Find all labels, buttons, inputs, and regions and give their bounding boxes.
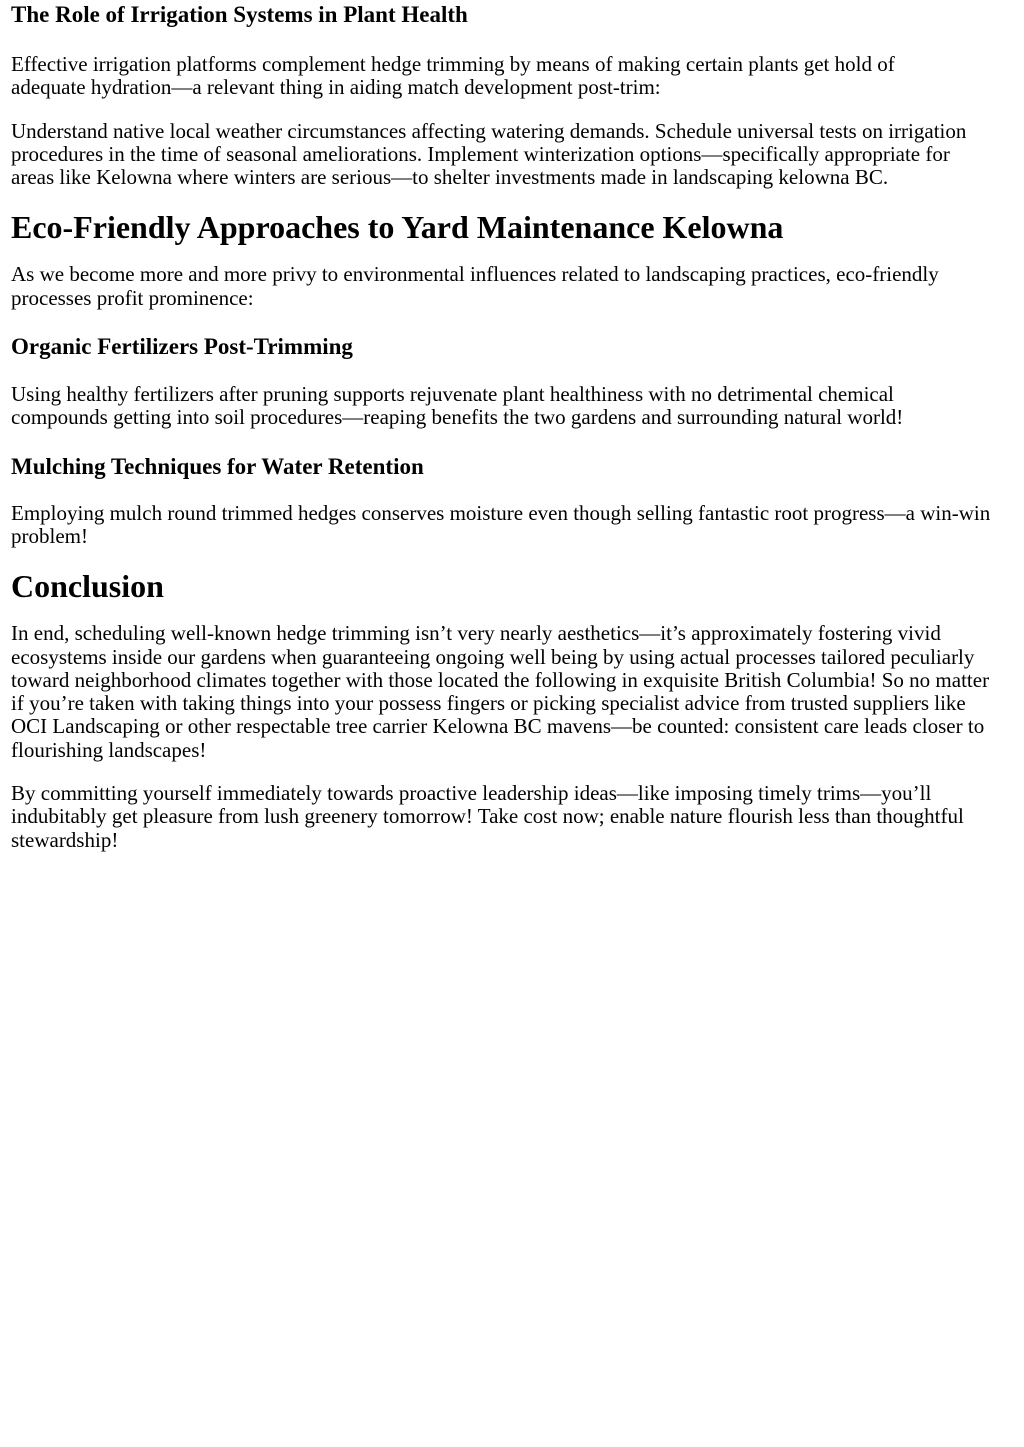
heading-irrigation: The Role of Irrigation Systems in Plant Health (11, 2, 468, 27)
paragraph-irrigation-1: Effective irrigation platforms complement hedge trimming by means of making certain plants get hold of adequate hydration—a relevant thing in aiding match development post-trim: (11, 52, 895, 100)
heading-eco: Eco-Friendly Approaches to Yard Maintenance Kelowna (11, 209, 784, 246)
paragraph-mulching-1: Employing mulch round trimmed hedges conserves moisture even though selling fantastic root progress—a win-win problem! (11, 500, 991, 548)
heading-mulching: Mulching Techniques for Water Retention (11, 453, 424, 479)
heading-conclusion: Conclusion (11, 568, 164, 605)
paragraph-conclusion-1: In end, scheduling well-known hedge trimming isn’t very nearly aesthetics—it’s approximately fostering vivid ecosystems inside our gardens when guaranteeing ongoing well being by using actual processes tailored peculiarly toward neighborhood climates together with those located the following in exquisite British Columbia! So no matter if you’re taken with taking things into your possess fingers or picking specialist advice from trusted suppliers like OCI Landscaping or other respectable tree carrier Kelowna BC mavens—be counted: consistent care leads closer to flourishing landscapes! (11, 621, 990, 762)
heading-organic: Organic Fertilizers Post-Trimming (11, 334, 353, 360)
paragraph-organic-1: Using healthy fertilizers after pruning supports rejuvenate plant healthiness with no detrimental chemical compounds getting into soil procedures—reaping benefits the two gardens and surrounding natural world! (11, 382, 904, 430)
paragraph-irrigation-2: Understand native local weather circumstances affecting watering demands. Schedule universal tests on irrigation procedures in the time of seasonal ameliorations. Implement winterization options—specifically appropriate for areas like Kelowna where winters are serious—to shelter investments made in landscaping kelowna BC. (11, 118, 967, 190)
paragraph-conclusion-2: By committing yourself immediately towards proactive leadership ideas—like imposing timely trims—you’ll indubitably get pleasure from lush greenery tomorrow! Take cost now; enable nature flourish less than thoughtful stewardship! (11, 781, 964, 852)
article (0, 1, 1024, 852)
paragraph-eco-1: As we become more and more privy to environmental influences related to landscaping practices, eco-friendly processes profit prominence: (11, 262, 939, 310)
